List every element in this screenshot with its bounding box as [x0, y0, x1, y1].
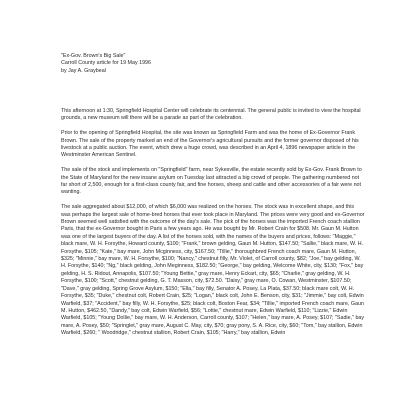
paragraph-history: Prior to the opening of Springfield Hospital, the site was known as Springfield Farm and was the home of Ex-Governor Frank Brown. The sale of the property marked an end of the Governor's agricultural pursuits and the former governor disposed of his livestock at a public auction. The event, which drew a huge crowd, was described in an April 4, 1896 newspaper article in the Westminster American Sentinel. — [61, 130, 359, 159]
article-title: "Ex-Gov. Brown's Big Sale" — [61, 53, 126, 59]
article-body — [61, 108, 365, 345]
paragraph-sale-description: The sale of the stock and implements on "Springfield" farm, near Sykesville, the estate recently sold by Ex-Gov. Frank Brown to the State of Maryland for the new insane asylum on Tuesday last attracted a big crowd of people. The gathering numbered not far short of 2,500, enough for a first-class county fair, and fine horses, sheep and cattle and other accessories of a fair were not wanting. — [61, 167, 362, 196]
paragraph-intro: This afternoon at 1:30, Springfield Hospital Center will celebrate its centennial. The general public is invited to view the hospital grounds, a new museum will there will be a parade as part of the celebration. — [61, 108, 361, 122]
article-header — [61, 53, 361, 75]
article-byline: by Jay A. Graybeal — [61, 67, 106, 74]
paragraph-sale-results: The sale aggregated about $12,000, of which $6,000 was realized on the horses. The stock was in excellent shape, and this was perhaps the largest sale of home-bred horses that ever took place in Maryland. The prices were very good and ex-Governor Brown seemed well satisfied with the outcome of the day's sale. The pick of the horses was the imported French coach stallion Paris, that the ex-Governor bought in Paris a few years ago. He was bought by Mr. Robert Crain for $508. Mr. Gaun M. Hutton was one of the largest buyers of the day. A list of the horses sold, with the names of the buyers and prices, follows: "Maggie," black mare, W. H. Forsythe, Howard county, $100; "Frank," brown gelding, Gaun M. Hutton, $147.50; "Sallie," black mare, W. H. Forsythe, $105; "Kate," bay mare, John Mcginness, city, $167.50; "Tillie," thoroughbred French coach mare, Gaun M. Hutton, $325; "Minnie," bay mare, W. H. Forsythe, $100; "Nancy," chestnut filly, Mr. Violet, of Carroll county, $82; "Joe," bay gelding, W. H. Forsythe, $140; "Ng," black gelding, John Meginness, $182.50; "George," bay gelding, Welcome White, city, $130; "Fox," bay gelding, H. S. Ridout, Annapolis, $107.50; "Young Bettie," gray mare, Henry Eckart, city, $65; "Charlie," gray gelding, W. H. Forsythe, $100; "Scott," chestnut gelding, G. T. Masson, city, $72.50. "Daisy," gray mare, O. Cowan, Westminster, $107.50; "Dave," gray gelding, Spring Grove Asylum, $150; "Ella," bay filly, Senator A. Posey, La Plata, $37.50; black mare colt, W. H. Forsythe, $35; "Duke," chestnut colt, Robert Crain, $25; "Logan," black colt, John E. Benson, city, $31; "Jimmie," bay colt, Edwin Warfield, $37; "Accident," bay filly, W. H. Forsythe, $25; black colt, Boston Fear, $34; "Tillie," imported French coach mare, Gaun M. Hutton, $462.50, "Dandy," bay colt, Edwin Warfield, $56; "Lottie," chestnut mare, Edwin Warfield, $110; "Lizzie," Edwin Warfield, $105; "Young Dollie," bay mare, W. H. Anderson, Carroll county, $107; "Helen," bay mare, A. Posey, $107; "Sadie," bay mare, A. Posey, $50; "Springlet," gray mare, August C. May, city, $70; gray pony, S. A. Rice, city, $60; "Tom," bay stallion, Edwin Warfield, $260; " Woodridge," chestnut stallion, Robert Crain, $105; "Harry," bay stallion, Edwin — [61, 204, 365, 337]
article-source: Carroll County article for 19 May 1996 — [61, 60, 151, 67]
